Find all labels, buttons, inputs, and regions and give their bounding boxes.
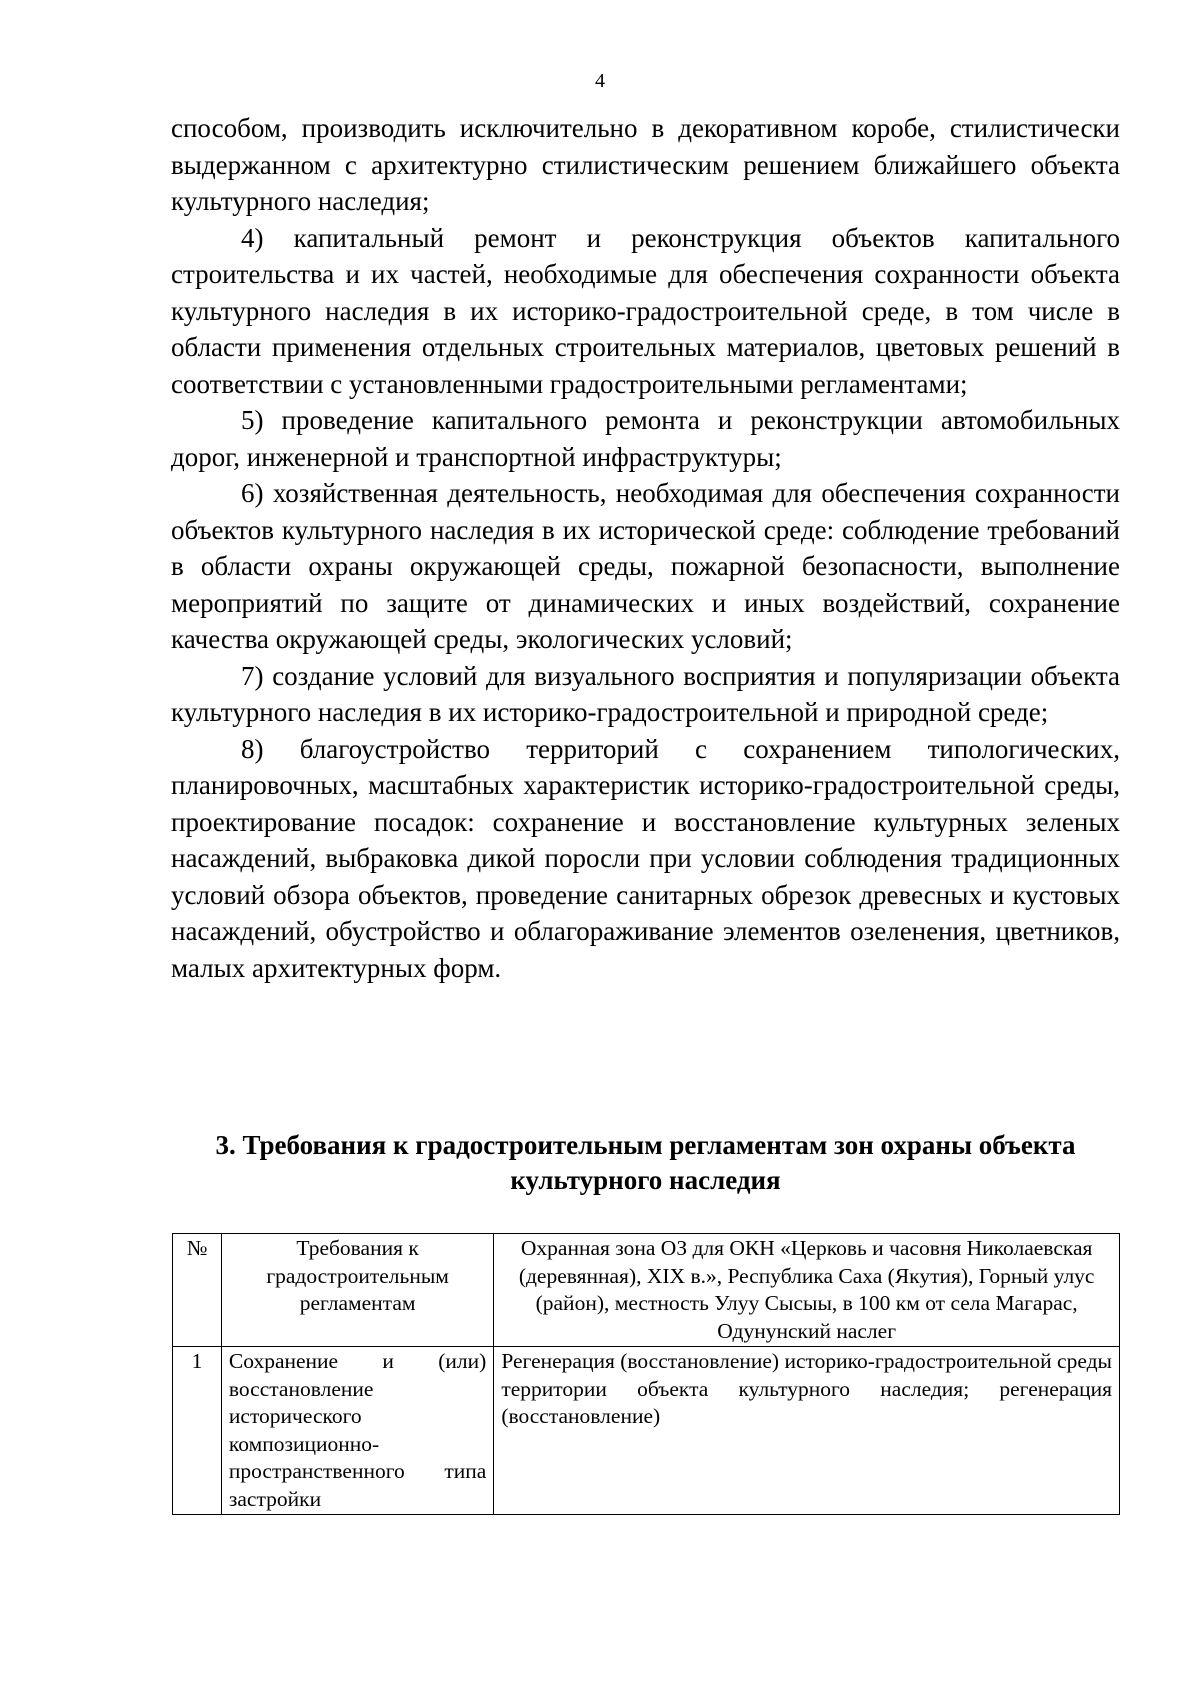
body-text	[171, 110, 1120, 986]
header-protection-zone: Охранная зона ОЗ для ОКН «Церковь и часовня Николаевская (деревянная), XIX в.», Республика Саха (Якутия), Горный улус (район), местность Улуу Сысыы, в 100 км от села Магарас, Одунунский наслег	[494, 1234, 1120, 1347]
paragraph-item-8: 8) благоустройство территорий с сохранением типологических, планировочных, масштабных характеристик историко-градостроительной среды, проектирование посадок: сохранение и восстановление культурных зеленых насаждений, выбраковка дикой поросли при условии соблюдения традиционных условий обзора объектов, проведение санитарных обрезок древесных и кустовых насаждений, обустройство и облагораживание элементов озеленения, цветников, малых архитектурных форм.	[171, 733, 1120, 983]
row-requirement: Сохранение и (или) восстановление исторического композиционно-пространственного типа застройки	[221, 1347, 493, 1515]
section-heading: 3. Требования к градостроительным регламентам зон охраны объекта культурного наследия	[215, 1130, 1076, 1195]
header-requirements: Требования к градостроительным регламентам	[221, 1234, 493, 1347]
header-number: №	[173, 1234, 222, 1347]
requirements-table	[172, 1233, 1120, 1515]
page-number: 4	[595, 70, 605, 92]
row-zone-regime: Регенерация (восстановление) историко-градостроительной среды территории объекта культурного наследия; регенерация (восстановление)	[494, 1347, 1120, 1515]
table-row	[173, 1347, 1120, 1515]
paragraph-item-7: 7) создание условий для визуального восприятия и популяризации объекта культурного наследия в их историко-градостроительной и природной среде;	[171, 660, 1120, 727]
table-header-row	[173, 1234, 1120, 1347]
paragraph-item-4: 4) капитальный ремонт и реконструкция объектов капитального строительства и их частей, необходимые для обеспечения сохранности объекта культурного наследия в их историко-градостроительной среде, в том числе в области применения отдельных строительных материалов, цветовых решений в соответствии с установленными градостроительными регламентами;	[171, 222, 1120, 399]
paragraph-item-5: 5) проведение капитального ремонта и реконструкции автомобильных дорог, инженерной и транспортной инфраструктуры;	[171, 405, 1120, 472]
row-number: 1	[173, 1347, 222, 1515]
paragraph: способом, производить исключительно в декоративном коробе, стилистически выдержанном с архитектурно стилистическим решением ближайшего объекта культурного наследия;	[171, 113, 1120, 216]
paragraph-item-6: 6) хозяйственная деятельность, необходимая для обеспечения сохранности объектов культурного наследия в их исторической среде: соблюдение требований в области охраны окружающей среды, пожарной безопасности, выполнение мероприятий по защите от динамических и иных воздействий, сохранение качества окружающей среды, экологических условий;	[171, 478, 1120, 654]
